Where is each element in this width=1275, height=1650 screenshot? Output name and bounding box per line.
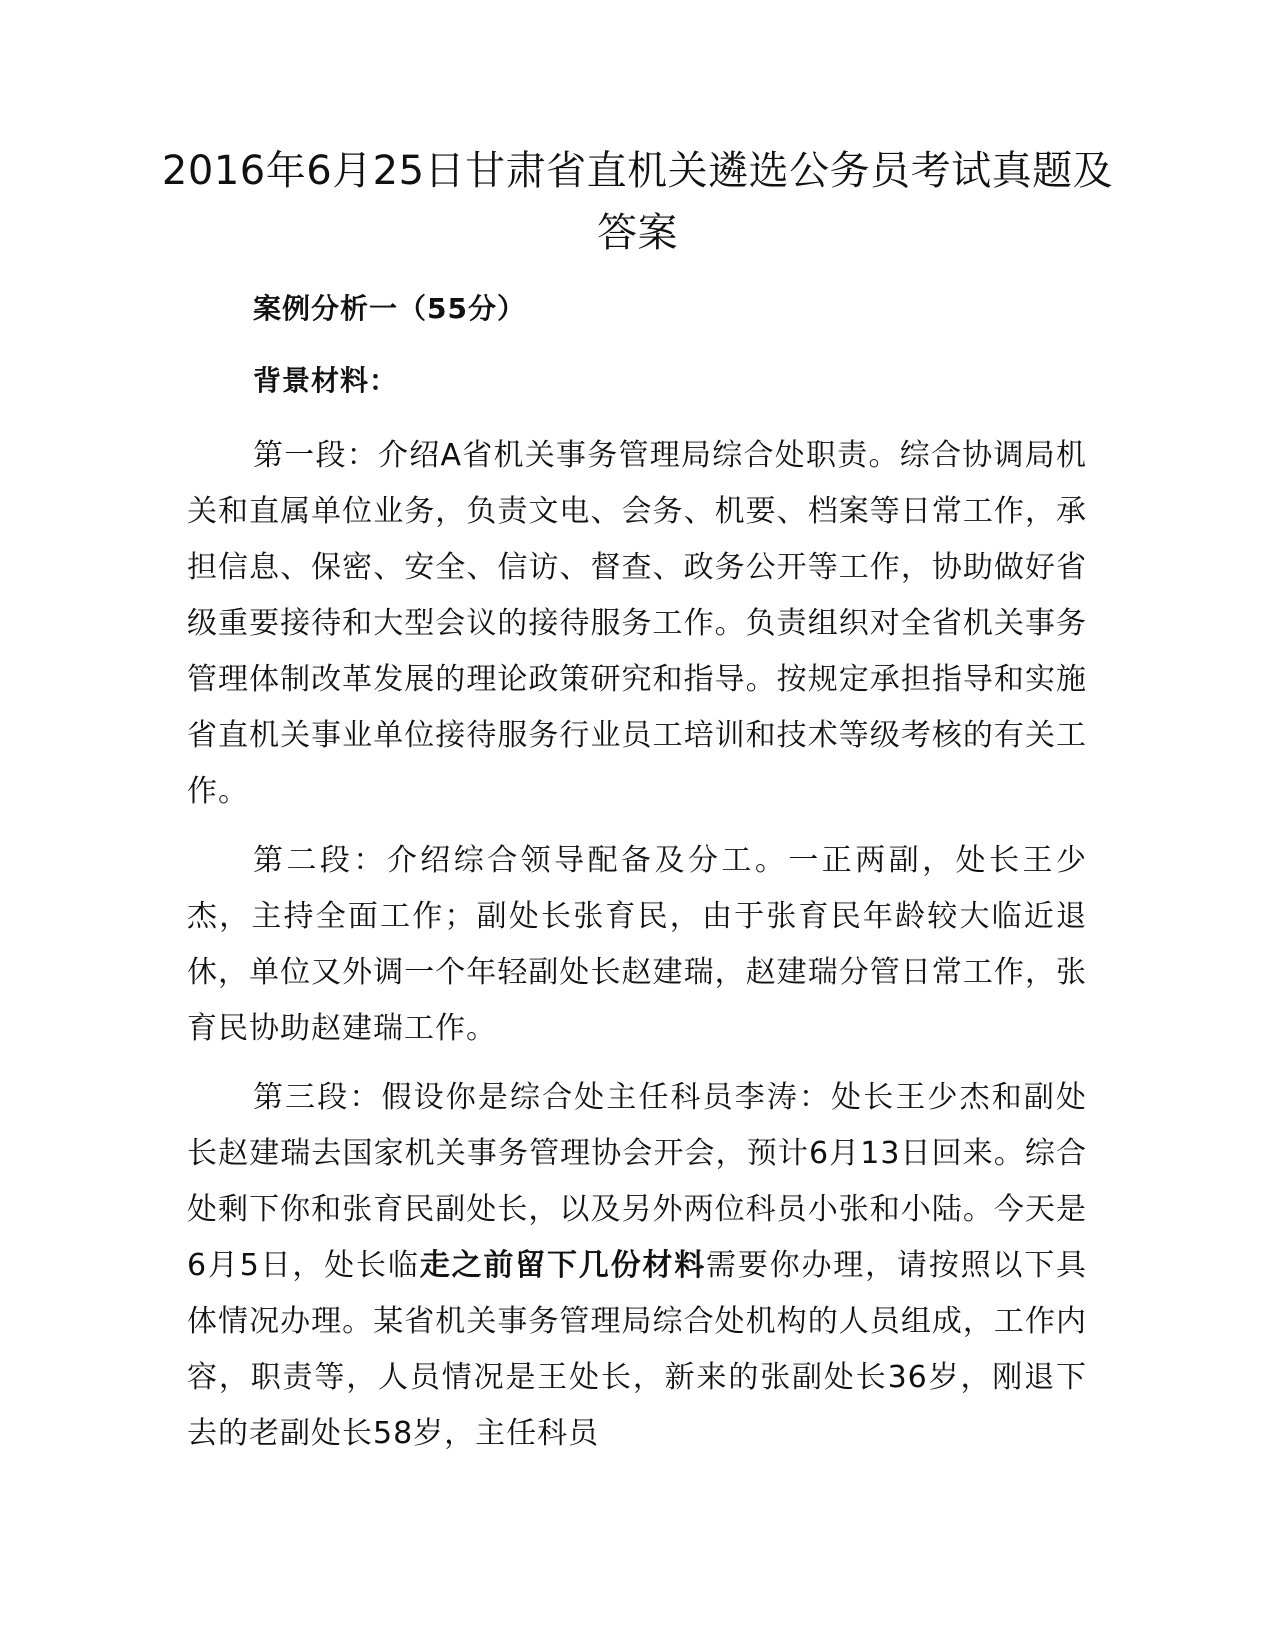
section-heading: 案例分析一（55分） <box>253 292 526 325</box>
paragraph-3 <box>187 1070 1087 1462</box>
paragraph-3-text-end: 需要你办理，请按照以下具体情况办理。某省机关事务管理局综合处机构的人员组成，工作内容，职责等，人员情况是王处长，新来的张副处长36岁，刚退下去的老副处长58岁，主任科员 <box>187 1248 1088 1451</box>
document-body <box>187 280 1087 1462</box>
paragraph-1: 第一段：介绍A省机关事务管理局综合处职责。综合协调局机关和直属单位业务，负责文电、会务、机要、档案等日常工作，承担信息、保密、安全、信访、督查、政务公开等工作，协助做好省级重要接待和大型会议的接待服务工作。负责组织对全省机关事务管理体制改革发展的理论政策研究和指导。按规定承担指导和实施省直机关事业单位接待服务行业员工培训和技术等级考核的有关工作。 <box>187 438 1087 809</box>
paragraph-3-bold-text: 走之前留下几份材料 <box>419 1248 707 1283</box>
background-label: 背景材料： <box>253 364 399 397</box>
paragraph-2: 第二段：介绍综合领导配备及分工。一正两副，处长王少杰，主持全面工作；副处长张育民，由于张育民年龄较大临近退休，单位又外调一个年轻副处长赵建瑞，赵建瑞分管日常工作，张育民协助赵建瑞工作。 <box>187 843 1087 1046</box>
paragraph-3-text-start: 第三段：假设你是综合处主任科员李涛：处长王少杰和副处长赵建瑞去国家机关事务管理协会开会，预计6月13日回来。综合处剩下你和张育民副处长，以及另外两位科员小张和小陆。今天是6月5日，处长临 <box>187 1080 1087 1283</box>
document-title: 2016年6月25日甘肃省直机关遴选公务员考试真题及答案 <box>161 148 1114 256</box>
